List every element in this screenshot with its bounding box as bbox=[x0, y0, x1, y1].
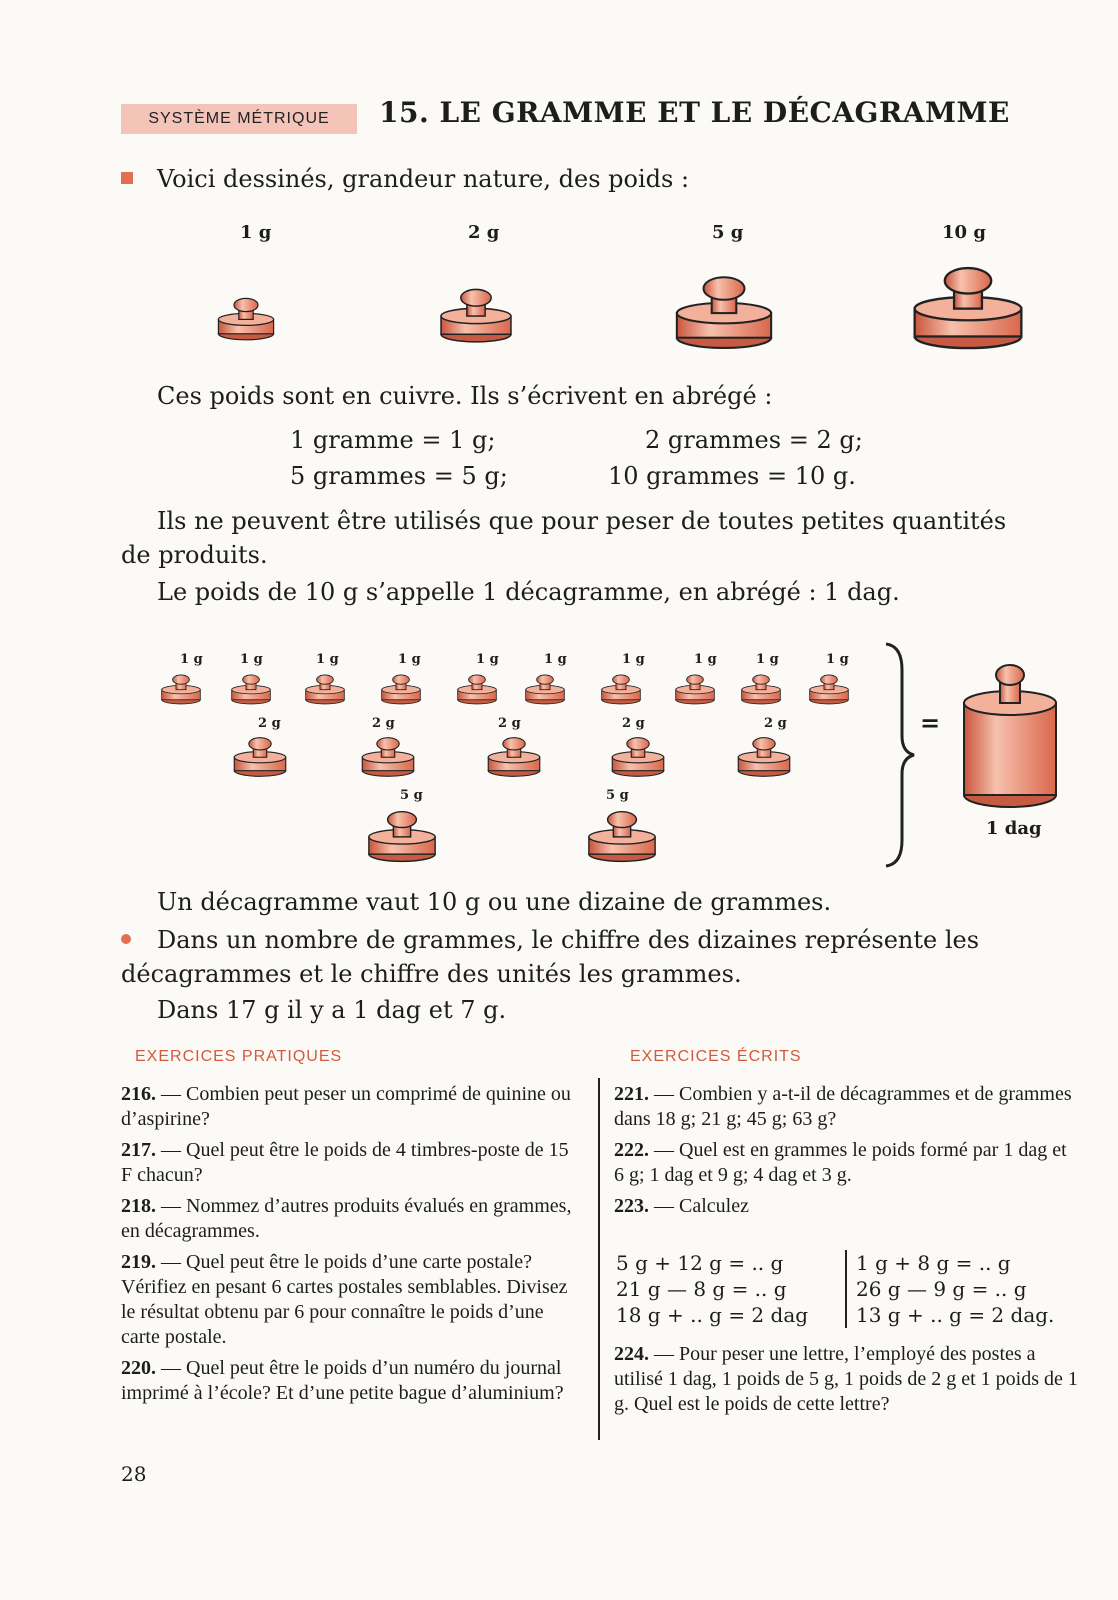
weight-1g-icon bbox=[304, 670, 346, 706]
calc-line: 18 g + .. g = 2 dag bbox=[616, 1303, 809, 1327]
brace-icon bbox=[880, 640, 916, 870]
exercise-text: — Quel peut être le poids de 4 timbres-poste de 15 F chacun? bbox=[121, 1139, 569, 1186]
usage-text-line1: Ils ne peuvent être utilisés que pour peser de toutes petites quantités bbox=[157, 507, 1007, 535]
weight-2g-icon bbox=[486, 732, 542, 778]
exercise-223 bbox=[614, 1194, 1080, 1219]
fig-label-2g: 2 g bbox=[622, 716, 645, 731]
weight-1g-icon bbox=[740, 670, 782, 706]
exercise-number: 219. bbox=[121, 1251, 156, 1273]
weight-1g-icon bbox=[456, 670, 498, 706]
bullet-dot-icon bbox=[121, 934, 131, 944]
exercise-224 bbox=[614, 1342, 1080, 1417]
exercise-text: — Combien peut peser un comprimé de quinine ou d’aspirine? bbox=[121, 1083, 571, 1130]
fig-label-2g: 2 g bbox=[372, 716, 395, 731]
decagram-definition: Le poids de 10 g s’appelle 1 décagramme, en abrégé : 1 dag. bbox=[157, 578, 900, 606]
weight-1g-icon bbox=[160, 670, 202, 706]
calc-line: 1 g + 8 g = .. g bbox=[856, 1251, 1011, 1275]
practical-exercises-title: EXERCICES PRATIQUES bbox=[135, 1048, 343, 1065]
weight-label-1g: 1 g bbox=[240, 222, 272, 243]
weight-1g-icon bbox=[216, 292, 276, 342]
exercise-number: 221. bbox=[614, 1083, 649, 1105]
exercise-number: 224. bbox=[614, 1343, 649, 1365]
fig-label-1g: 1 g bbox=[240, 652, 263, 667]
calc-right-column bbox=[856, 1250, 1054, 1328]
exercise-216 bbox=[121, 1082, 583, 1132]
column-divider bbox=[598, 1078, 600, 1440]
exercise-number: 216. bbox=[121, 1083, 156, 1105]
exercise-number: 218. bbox=[121, 1195, 156, 1217]
calc-left-column bbox=[616, 1250, 808, 1328]
intro-text: Voici dessinés, grandeur nature, des poids : bbox=[157, 165, 690, 193]
weight-1g-icon bbox=[808, 670, 850, 706]
exercise-text: — Combien y a-t-il de décagrammes et de grammes dans 18 g; 21 g; 45 g; 63 g? bbox=[614, 1083, 1072, 1130]
equals-sign: = bbox=[920, 708, 941, 737]
weight-2g-icon bbox=[736, 732, 792, 778]
exercise-text: — Quel peut être le poids d’un numéro du journal imprimé à l’école? Et d’une petite bague d’aluminium? bbox=[121, 1357, 564, 1404]
weight-5g-icon bbox=[586, 804, 658, 864]
page-title: 15. LE GRAMME ET LE DÉCAGRAMME bbox=[379, 96, 1010, 129]
rule-digits-line1: Dans un nombre de grammes, le chiffre des dizaines représente les bbox=[157, 926, 980, 954]
fig-label-1g: 1 g bbox=[398, 652, 421, 667]
weight-2g-icon bbox=[360, 732, 416, 778]
fig-label-1g: 1 g bbox=[694, 652, 717, 667]
fig-label-1g: 1 g bbox=[622, 652, 645, 667]
exercise-text: — Quel est en grammes le poids formé par 1 dag et 6 g; 1 dag et 9 g; 4 dag et 3 g. bbox=[614, 1139, 1067, 1186]
exercise-219 bbox=[121, 1250, 583, 1350]
weight-2g-icon bbox=[610, 732, 666, 778]
copper-text: Ces poids sont en cuivre. Ils s’écrivent en abrégé : bbox=[157, 382, 773, 410]
exercise-text: — Calculez bbox=[654, 1195, 749, 1217]
calc-line: 21 g — 8 g = .. g bbox=[616, 1277, 787, 1301]
weight-label-5g: 5 g bbox=[712, 222, 744, 243]
fig-label-5g: 5 g bbox=[400, 788, 423, 803]
equation-2g: 2 grammes = 2 g; bbox=[645, 426, 863, 454]
fig-label-1g: 1 g bbox=[756, 652, 779, 667]
exercise-text: — Pour peser une lettre, l’employé des postes a utilisé 1 dag, 1 poids de 5 g, 1 poids de 2 g et 1 poids de 1 g. Quel est le poids de cette lettre? bbox=[614, 1343, 1078, 1415]
weight-label-2g: 2 g bbox=[468, 222, 500, 243]
weight-label-10g: 10 g bbox=[942, 222, 986, 243]
exercise-217 bbox=[121, 1138, 583, 1188]
fig-label-1g: 1 g bbox=[180, 652, 203, 667]
section-tag: SYSTÈME MÉTRIQUE bbox=[121, 104, 357, 134]
equation-1g: 1 gramme = 1 g; bbox=[290, 426, 496, 454]
exercise-number: 217. bbox=[121, 1139, 156, 1161]
rule-digits-line2: décagrammes et le chiffre des unités les grammes. bbox=[121, 960, 742, 988]
calc-line: 13 g + .. g = 2 dag. bbox=[856, 1303, 1055, 1327]
weight-1g-icon bbox=[600, 670, 642, 706]
exercise-218 bbox=[121, 1194, 583, 1244]
fig-label-2g: 2 g bbox=[258, 716, 281, 731]
exercise-text: — Nommez d’autres produits évalués en grammes, en décagrammes. bbox=[121, 1195, 572, 1242]
fig-label-1g: 1 g bbox=[476, 652, 499, 667]
rule-decagram-value: Un décagramme vaut 10 g ou une dizaine de grammes. bbox=[157, 888, 832, 916]
page-number: 28 bbox=[121, 1462, 147, 1486]
exercise-number: 220. bbox=[121, 1357, 156, 1379]
fig-label-1g: 1 g bbox=[826, 652, 849, 667]
weight-1g-icon bbox=[380, 670, 422, 706]
exercise-number: 223. bbox=[614, 1195, 649, 1217]
exercise-222 bbox=[614, 1138, 1080, 1188]
written-exercises-title: EXERCICES ÉCRITS bbox=[630, 1048, 802, 1065]
weight-1g-icon bbox=[230, 670, 272, 706]
usage-text-line2: de produits. bbox=[121, 541, 268, 569]
weight-10g-icon bbox=[910, 256, 1026, 352]
calc-divider bbox=[845, 1250, 847, 1328]
weight-2g-icon bbox=[438, 282, 514, 344]
weight-2g-icon bbox=[232, 732, 288, 778]
fig-label-1g: 1 g bbox=[316, 652, 339, 667]
exercise-text: — Quel peut être le poids d’une carte postale? Vérifiez en pesant 6 cartes postales semblables. Divisez le résultat obtenu par 6 pour connaître le poids d’une carte postale. bbox=[121, 1251, 568, 1348]
exercise-221 bbox=[614, 1082, 1080, 1132]
equation-5g: 5 grammes = 5 g; bbox=[290, 462, 508, 490]
weight-1g-icon bbox=[524, 670, 566, 706]
written-exercises-list bbox=[614, 1082, 1080, 1219]
rule-example: Dans 17 g il y a 1 dag et 7 g. bbox=[157, 996, 507, 1024]
weight-1g-icon bbox=[674, 670, 716, 706]
practical-exercises-list bbox=[121, 1082, 583, 1406]
exercise-220 bbox=[121, 1356, 583, 1406]
weight-5g-icon bbox=[672, 268, 776, 350]
bullet-square-icon bbox=[121, 172, 133, 184]
calc-line: 5 g + 12 g = .. g bbox=[616, 1251, 784, 1275]
weight-1dag-icon bbox=[960, 654, 1060, 814]
fig-label-1dag: 1 dag bbox=[986, 818, 1042, 839]
fig-label-1g: 1 g bbox=[544, 652, 567, 667]
exercise-number: 222. bbox=[614, 1139, 649, 1161]
fig-label-5g: 5 g bbox=[606, 788, 629, 803]
equation-10g: 10 grammes = 10 g. bbox=[608, 462, 856, 490]
weight-5g-icon bbox=[366, 804, 438, 864]
fig-label-2g: 2 g bbox=[764, 716, 787, 731]
fig-label-2g: 2 g bbox=[498, 716, 521, 731]
calc-line: 26 g — 9 g = .. g bbox=[856, 1277, 1027, 1301]
